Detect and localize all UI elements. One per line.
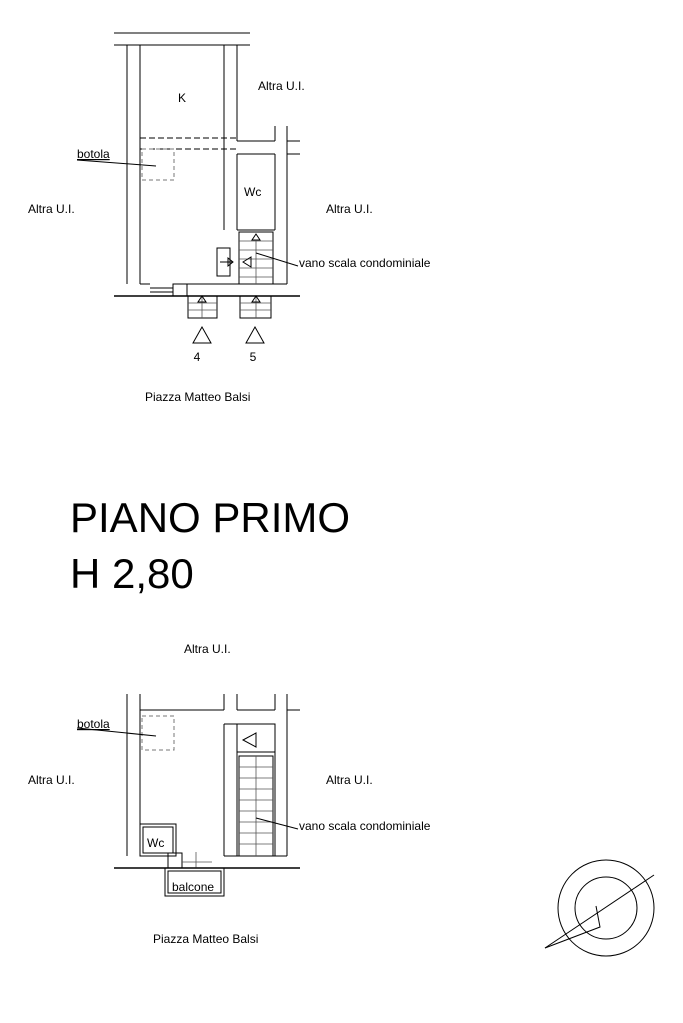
first-floor-plan (28, 642, 431, 946)
stair-arrow-icon (243, 733, 256, 747)
entrance-marker-icon (246, 327, 264, 343)
label-altra-top: Altra U.I. (184, 642, 231, 656)
label-altra-left: Altra U.I. (28, 773, 75, 787)
entrance-marker-icon (193, 327, 211, 343)
entrance-number-5: 5 (249, 350, 257, 364)
street-label-ground: Piazza Matteo Balsi (145, 390, 251, 404)
room-label-kitchen: K (178, 91, 187, 105)
stair-arrow-icon (243, 257, 251, 267)
label-altra-left: Altra U.I. (28, 202, 75, 216)
label-botola: botola (77, 147, 110, 161)
label-vano-scala: vano scala condominiale (299, 256, 431, 270)
floor-height: H 2,80 (70, 550, 194, 597)
entrance-number-4: 4 (193, 350, 201, 364)
room-label-balcony: balcone (172, 880, 215, 894)
room-label-wc: Wc (244, 185, 262, 199)
floor-title: PIANO PRIMO (70, 494, 351, 541)
label-vano-scala: vano scala condominiale (299, 819, 431, 833)
label-altra-right: Altra U.I. (326, 773, 373, 787)
street-label-first: Piazza Matteo Balsi (153, 932, 259, 946)
room-label-wc: Wc (147, 836, 165, 850)
north-arrow-icon (545, 860, 654, 956)
label-altra-top-right: Altra U.I. (258, 79, 305, 93)
stair-arrow-icon (252, 234, 260, 240)
label-altra-right: Altra U.I. (326, 202, 373, 216)
label-botola: botola (77, 717, 110, 731)
ground-floor-plan (28, 33, 431, 404)
